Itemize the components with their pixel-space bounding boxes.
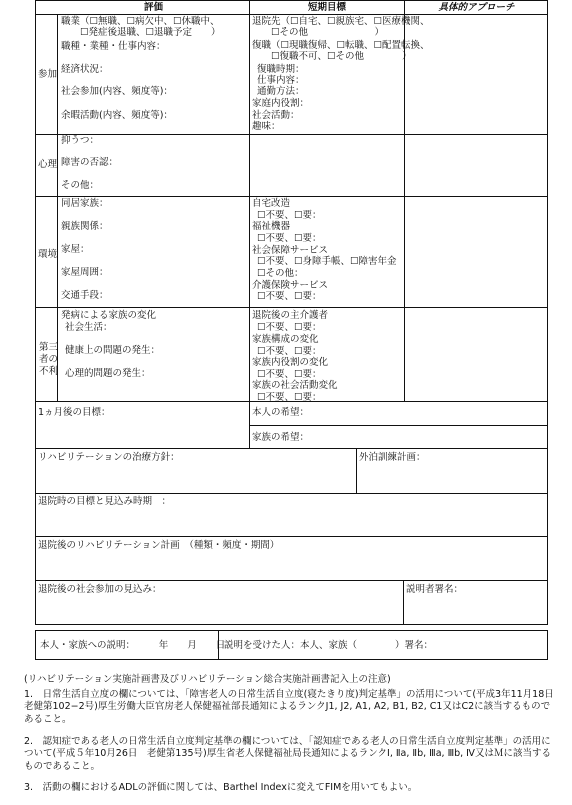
social-security-options-2: ☐その他： <box>257 268 304 279</box>
note-1: 1. 日常生活自立度の欄については、「障害老人の日常生活自立度(寝たきり度)判定基準」の活用について(平成3年11月18日 老健第102−2号)厚生労働大臣官房老人保健福祉部長通知によるランクJ1, J2, A1, A2, B1, B2, C1又はC2に該当するものであること。 <box>24 689 564 725</box>
surroundings-field: 家屋周囲： <box>61 267 109 278</box>
job-content-field: 仕事内容： <box>257 75 305 86</box>
work-field: 職業（☐無職、☐病欠中、☐休職中、 ☐発症後退職、☐退職予定 ） <box>61 16 221 38</box>
transport-field: 交通手段： <box>61 290 109 301</box>
work-detail-field: 職種・業種・仕事内容： <box>61 41 166 52</box>
commute-field: 通勤方法： <box>257 86 305 97</box>
one-month-goal-field: 1ヵ月後の目標： <box>38 407 111 418</box>
notes-title: (リハビリテーション実施計画書及びリハビリテーション総合実施計画書記入上の注意) <box>24 674 391 685</box>
welfare-options: ☐不要、☐要： <box>257 233 322 244</box>
family-field: 同居家族： <box>61 198 109 209</box>
caregiver-label: 退院後の主介護者 <box>252 310 329 321</box>
social-security-options-1: ☐不要、☐身障手帳、☐障害年金 <box>257 256 397 267</box>
explanation-date-field: 本人・家族への説明： 年 月 日 <box>40 640 226 651</box>
return-to-work-field: 復職（☐現職復帰、☐転職、☐配置転換、 ☐復職不可、☐その他 ） <box>252 40 430 62</box>
psych-problem-field: 心理的問題の発生： <box>65 368 151 379</box>
family-structure-label: 家族構成の変化 <box>252 334 319 345</box>
col-header-short-goal: 短期目標 <box>307 2 346 13</box>
economy-field: 経済状況： <box>61 64 109 75</box>
family-social-options: ☐不要、☐要： <box>257 392 322 403</box>
explainer-signature-field: 説明者署名： <box>406 584 464 595</box>
family-social-label: 家族の社会活動変化 <box>252 380 338 391</box>
home-role-field: 家庭内役割： <box>252 98 310 109</box>
social-activity-field: 社会活動： <box>252 110 300 121</box>
family-wish-field: 家族の希望： <box>252 432 310 443</box>
return-time-field: 復職時期： <box>257 64 305 75</box>
caregiver-options: ☐不要、☐要： <box>257 322 322 333</box>
social-life-field: 社会生活： <box>65 322 113 333</box>
family-role-label: 家族内役割の変化 <box>252 357 329 368</box>
received-by-field: 説明を受けた人：本人、家族（ ）署名： <box>224 640 434 651</box>
relatives-field: 親族関係： <box>61 221 109 232</box>
post-discharge-plan-field: 退院後のリハビリテーション計画 （種類・頻度・期間） <box>38 540 280 551</box>
note-3: 3. 活動の欄におけるADLの評価に関しては、Barthel Indexに変えてFIMを用いてもよい。 <box>24 782 418 793</box>
family-role-options: ☐不要、☐要： <box>257 369 322 380</box>
care-insurance-label: 介護保険サービス <box>252 280 329 291</box>
section-participation: 参加 <box>38 69 58 80</box>
mind-other-field: その他： <box>61 180 100 191</box>
col-header-eval: 評価 <box>143 2 163 13</box>
treatment-policy-field: リハビリテーションの治療方針： <box>38 452 180 463</box>
section-mind: 心理 <box>38 159 58 170</box>
social-security-label: 社会保障サービス <box>252 245 329 256</box>
discharge-destination-field: 退院先（☐自宅、☐親族宅、☐医療機関、 ☐その他 ） <box>252 16 430 38</box>
section-environment: 環境 <box>38 249 58 260</box>
outing-plan-field: 外泊訓練計画： <box>359 452 426 463</box>
note-2: 2. 認知症である老人の日常生活自立度判定基準の欄については、「認知症である老人の日常生活自立度判定基準」の活用について(平成５年10月26日 老健第135号)厚生省老人保健福祉局長通知によるランクⅠ, Ⅱa, Ⅱb, Ⅲa, Ⅲb, Ⅳ又はＭに該当するものであること。 <box>24 736 551 772</box>
home-mod-label: 自宅改造 <box>252 198 291 209</box>
section-third-party: 第三 者の 不利 <box>39 342 59 377</box>
hobby-field: 趣味： <box>252 121 281 132</box>
post-social-field: 退院後の社会参加の見込み： <box>38 584 162 595</box>
health-problem-field: 健康上の問題の発生： <box>65 345 161 356</box>
denial-field: 障害の否認： <box>61 157 119 168</box>
care-insurance-options: ☐不要、☐要： <box>257 291 322 302</box>
home-mod-options: ☐不要、☐要： <box>257 210 322 221</box>
welfare-label: 福祉機器 <box>252 221 291 232</box>
house-field: 家屋： <box>61 244 90 255</box>
col-header-approach: 具体的アプローチ <box>438 2 515 13</box>
social-participation-field: 社会参加(内容、頻度等)： <box>61 86 173 97</box>
depression-field: 抑うつ： <box>61 135 100 146</box>
patient-wish-field: 本人の希望： <box>252 407 310 418</box>
family-change-label: 発病による家族の変化 <box>61 310 157 321</box>
discharge-goal-field: 退院時の目標と見込み時期 ： <box>38 496 172 507</box>
leisure-field: 余暇活動(内容、頻度等)： <box>61 110 173 121</box>
family-structure-options: ☐不要、☐要： <box>257 346 322 357</box>
